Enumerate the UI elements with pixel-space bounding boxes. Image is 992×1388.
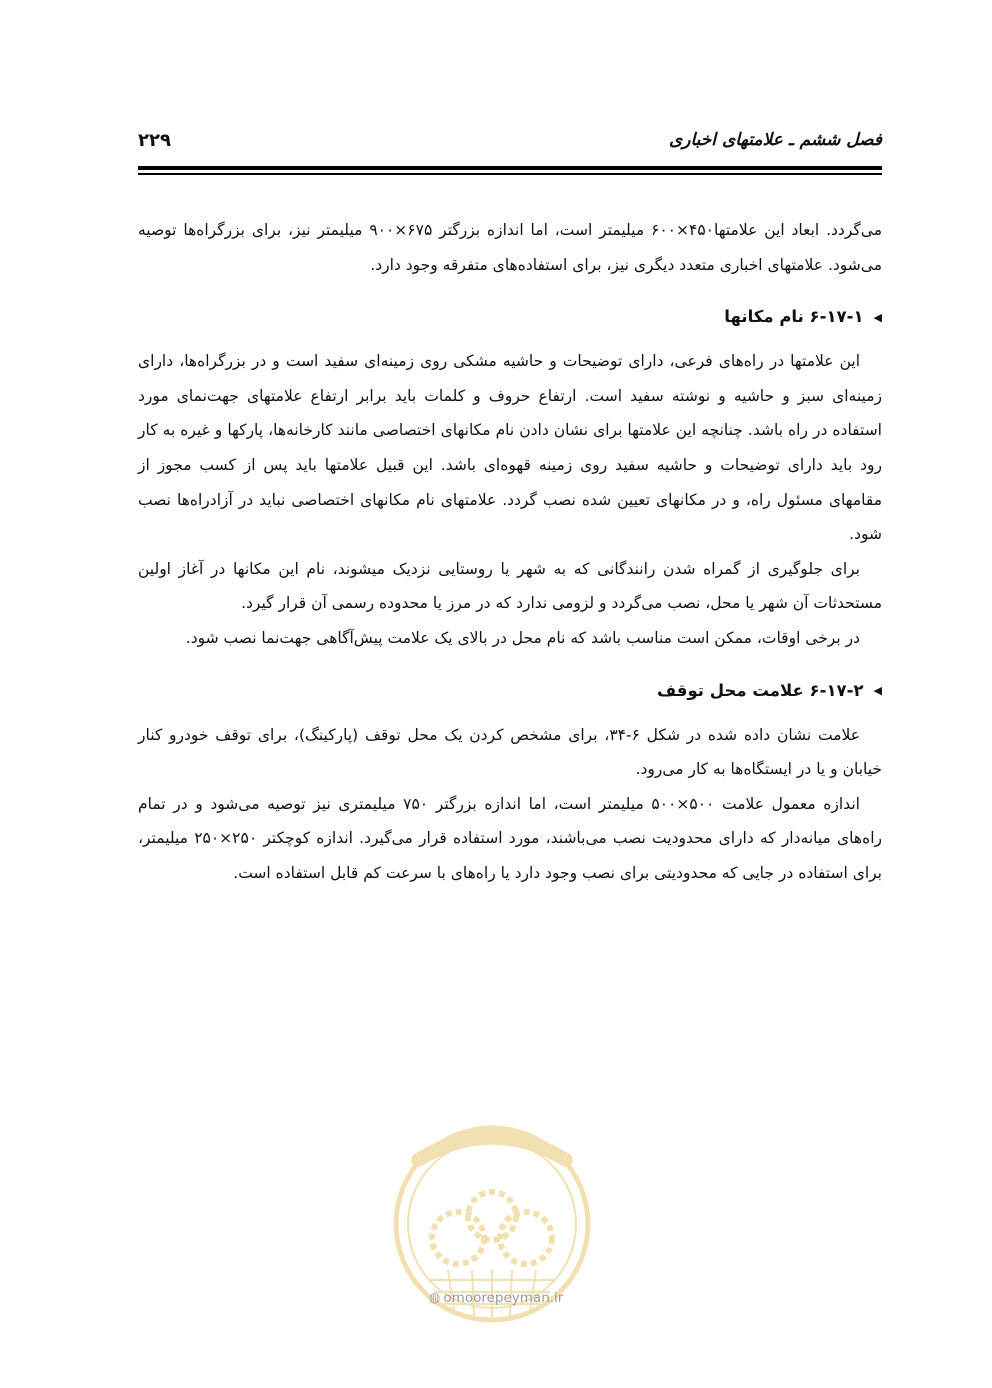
paragraph: این علامتها در راه‌های فرعی، دارای توضیحات و حاشیه مشکی روی زمینه‌ای سفید است و در بزرگراه‌ها، دارای زمینه‌ای سبز و حاشیه و نوشته سفید است. ارتفاع حروف و کلمات باید برابر ارتفاع علامتهای جهت‌نمای مورد استفاده در راه باشد. چنانچه این علامتها برای نشان دادن نام مکانهای اختصاصی مانند کارخانه‌ها، پارکها و غیره به کار رود باید دارای توضیحات و حاشیه سفید روی زمینه قهوه‌ای باشد. این قبیل علامتها باید پس از کسب مجوز از مقامهای مسئول راه، و در مکانهای تعیین شده نصب گردد. علامتهای نام مکانهای اختصاصی نباید در آزادراه‌ها نصب شود. [138, 352, 882, 544]
section-heading-parking [138, 674, 882, 708]
paragraph: علامت نشان داده شده در شکل ۶-۳۴، برای مشخص کردن یک محل توقف (پارکینگ)، برای توقف خودرو کنار خیابان و یا در ایستگاه‌ها به کار می‌رود. [138, 725, 882, 779]
header-rule-thick [138, 166, 882, 170]
section-title: ۶-۱۷-۱ نام مکانها [724, 307, 864, 327]
header-rule-thin [138, 173, 882, 175]
triangle-bullet-icon: ◀ [873, 310, 882, 324]
page-header [138, 128, 882, 158]
page-body [138, 213, 882, 891]
paragraph: در برخی اوقات، ممکن است مناسب باشد که نام محل در بالای یک علامت پیش‌آگاهی جهت‌نما نصب شود. [185, 628, 860, 647]
chapter-title: فصل ششم ـ علامتهای اخباری [668, 130, 882, 150]
paragraph: اندازه معمول علامت ۵۰۰×۵۰۰ میلیمتر است، اما اندازه بزرگتر ۷۵۰ میلیمتری نیز توصیه می‌شود و در تمام راه‌های میانه‌دار که دارای محدودیت نصب می‌باشند، مورد استفاده قرار می‌گیرد. اندازه کوچکتر ۲۵۰×۲۵۰ میلیمتر، برای استفاده در جایی که محدودیتی برای نصب وجود دارد یا راه‌های با سرعت کم قابل استفاده است. [138, 794, 882, 882]
watermark-url: ◍ omoorepeyman.ir [428, 1290, 564, 1306]
paragraph: برای جلوگیری از گمراه شدن رانندگانی که به شهر یا روستایی نزدیک میشوند، نام این مکانها در آغاز اولین مستحدثات آن شهر یا محل، نصب می‌گردد و لزومی ندارد که در مرز یا محدوده رسمی آن قرار گیرد. [138, 559, 882, 613]
page-number: ۲۲۹ [138, 130, 171, 151]
intro-paragraph: می‌گردد. ابعاد این علامتها۴۵۰×۶۰۰ میلیمتر است، اما اندازه بزرگتر ۶۷۵×۹۰۰ میلیمتر نیز، برای بزرگراه‌ها توصیه می‌شود. علامتهای اخباری متعدد دیگری نیز، برای استفاده‌های متفرقه وجود دارد. [138, 221, 882, 274]
section-heading-place-names [138, 300, 882, 334]
globe-icon: ◍ [428, 1290, 441, 1306]
section-title: ۶-۱۷-۲ علامت محل توقف [657, 680, 864, 700]
triangle-bullet-icon: ◀ [873, 684, 882, 698]
